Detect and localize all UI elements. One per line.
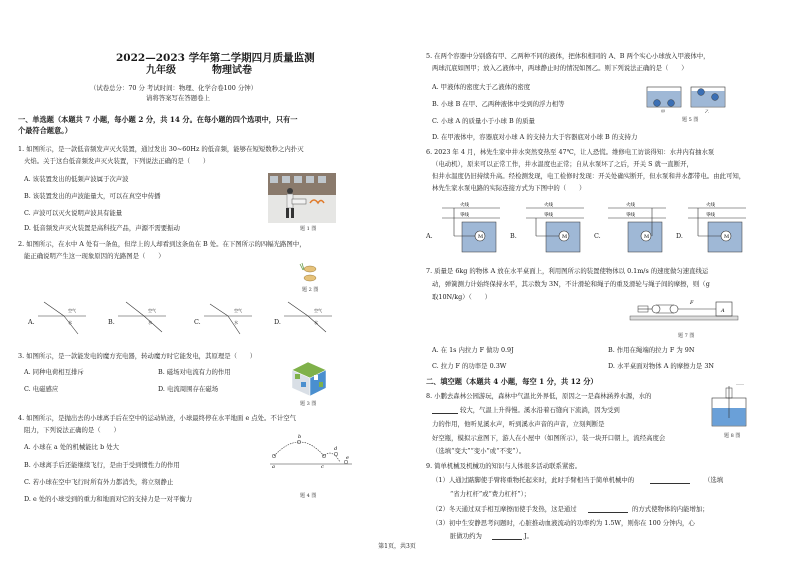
q3-option-d: D. 电流周围存在磁场 xyxy=(158,385,219,393)
section1-heading-2: 个最符合题意。） xyxy=(18,126,72,135)
q6-b-fire: 火线 xyxy=(544,203,553,208)
q5-containers-figure xyxy=(645,83,727,113)
q1-option-a: A. 该装置发出的低频声波属于次声波 xyxy=(24,175,129,183)
q4-option-c: C. 若小球在空中飞行时所有外力都消失，将立刻静止 xyxy=(24,478,174,486)
q1-stem-2: 火焰。关于这台低音频发声灭火装置，下列说法正确的是（ ） xyxy=(24,157,210,165)
q3-figure-caption: 题 3 图 xyxy=(300,401,317,407)
left-column xyxy=(18,0,400,561)
q1-figure-caption: 题 1 图 xyxy=(300,226,317,232)
q4-option-b: B. 小球离手后还能继续飞行，是由于受到惯性力的作用 xyxy=(24,461,180,469)
q1-stem: 1. 如图所示，是一款低音频发声灭火装置，通过发出 30~60Hz 的低音频，能够在短短数秒之内扑灭 xyxy=(18,145,304,153)
q3-option-b: B. 磁场对电流有力的作用 xyxy=(158,368,231,376)
q5-option-b: B. 小球 B 在甲、乙两种液体中受到的浮力相等 xyxy=(432,100,565,108)
q6-c-fire: 火线 xyxy=(626,203,635,208)
right-column xyxy=(420,0,778,561)
q2-fish-figure xyxy=(298,262,322,284)
q9-line-6: 脏做功约为 xyxy=(450,532,482,540)
q5-figure-caption: 题 5 图 xyxy=(682,117,699,123)
q3-option-a: A. 同种电荷相互排斥 xyxy=(24,368,84,376)
q3-stem: 3. 如图所示，是一款能发电的魔方充电器，转动魔方时它能发电，其原理是（ ） xyxy=(18,352,257,360)
q5-option-c: C. 小球 A 的质量小于小球 B 的质量 xyxy=(432,117,535,125)
q6-a-fire: 火线 xyxy=(460,203,469,208)
q2-diagram-a xyxy=(38,298,86,338)
q2-option-a: A. xyxy=(28,318,35,326)
q7-figure-caption: 题 7 图 xyxy=(678,333,695,339)
q2-diagram-d xyxy=(284,298,332,338)
q6-option-a: A. xyxy=(426,232,433,240)
q5-stem: 5. 在两个容器中分别盛有甲、乙两种不同的液体，把体积相同的 A、B 两个实心小球放入甲液体中， xyxy=(426,52,710,60)
q1-device-photo xyxy=(268,173,336,223)
answer-notice: 请将答案写在答题卷上 xyxy=(146,94,210,102)
q6-stem-3: 但井水温度仍旧持续升高。经检测发现，电工检修时发现：开关处确实断开，但水泵和井水都带电。由此可知， xyxy=(432,172,746,180)
q8-line-5: （选填“变大”“变小”或“不变”）。 xyxy=(432,447,526,455)
q7-pulley-figure xyxy=(628,296,740,326)
q5-option-a: A. 甲液体的密度大于乙液体的密度 xyxy=(432,83,531,91)
q2-a-air-label: 空气 xyxy=(68,308,76,313)
svg-text:F: F xyxy=(690,300,694,306)
svg-text:M: M xyxy=(562,234,568,240)
q2-option-d: D. xyxy=(274,318,281,326)
q2-d-air-label: 空气 xyxy=(314,308,322,313)
q2-option-b: B. xyxy=(108,318,115,326)
q8-line-3: 力的作用，他听见溪水声，听到溪水声音的声音，立刻判断是 xyxy=(432,420,605,428)
q9-line-6b: J。 xyxy=(524,532,533,540)
q8-line-4: 好空瓶，模拟示意图下，游人在小屋中（如图所示），装一块开口朝上，流经高度会 xyxy=(432,434,666,442)
q6-option-c: C. xyxy=(594,232,601,240)
q2-figure-caption: 题 2 图 xyxy=(302,287,319,293)
q4-point-e: e xyxy=(346,455,349,461)
q9-blank-2[interactable] xyxy=(588,512,628,513)
q6-a-zero: 零线 xyxy=(460,213,469,218)
q6-option-d: D. xyxy=(676,232,683,240)
svg-text:A: A xyxy=(721,308,725,314)
q8-line-2: 较大，气温上升得慢。溪水沿着石缝向下流淌，因为受到 xyxy=(460,406,620,414)
q4-trajectory-figure xyxy=(270,432,352,472)
q2-d-water-label: 水 xyxy=(314,320,318,325)
q4-point-c: c xyxy=(321,464,324,470)
q2-b-air-label: 空气 xyxy=(148,308,156,313)
q6-circuit-b xyxy=(524,200,586,254)
q6-d-zero: 零线 xyxy=(706,213,715,218)
q9-line-1: 9. 简单机械及机械功的知识与人体很多活动联系紧密。 xyxy=(426,462,582,470)
q9-line-2: （1）人通过踮脚使手臂将重物托起来时，此时手臂相当于简单机械中的 xyxy=(432,476,635,484)
q7-option-a: A. 在 1s 内拉力 F 做功 0.9J xyxy=(432,346,514,354)
q4-option-a: A. 小球在 a 处的机械能比 b 处大 xyxy=(24,443,120,451)
section2-heading: 二、填空题（本题共 4 小题，每空 1 分，共 12 分） xyxy=(426,377,598,386)
q5-stem-2: 两球沉底如图甲；放入乙液体中，两球静止时的情况如图乙。则下列说法正确的是（ ） xyxy=(432,64,688,72)
q2-b-water-label: 水 xyxy=(148,320,152,325)
q6-stem: 6. 2023 年 4 月，林先生家中井水突然变热至 47℃，让人恐慌。维修电工访谈得知：水井内有抽水泵 xyxy=(426,148,715,156)
q2-diagram-b xyxy=(118,298,166,338)
q4-stem-2: 阻力，下列说法正确的是（ ） xyxy=(24,426,120,434)
q9-line-4b: 的方式使物体的内能增加； xyxy=(632,505,709,513)
q9-line-2b: （选填 xyxy=(704,476,724,484)
q3-cube-figure xyxy=(286,360,330,398)
q9-line-5: （3）初中生安静思考问题时，心脏推动血液流动的功率约为 1.5W，则你在 100 分钟内，心 xyxy=(432,519,695,527)
q4-option-d: D. e 处的小球受到的重力和地面对它的支持力是一对平衡力 xyxy=(24,495,193,503)
q6-c-zero: 零线 xyxy=(626,213,635,218)
q8-bottle-figure xyxy=(706,384,752,430)
q1-option-d: D. 低音频发声灭火装置是高科技产品，声源不需要振动 xyxy=(24,224,180,232)
svg-text:M: M xyxy=(478,234,484,240)
subject-label: 物理试卷 xyxy=(212,65,252,76)
q2-a-water-label: 水 xyxy=(68,320,72,325)
q9-blank-1[interactable] xyxy=(650,483,690,484)
q2-option-c: C. xyxy=(194,318,201,326)
q2-stem-2: 能正确说明产生这一现象原因的光路图是（ ） xyxy=(24,252,165,260)
q8-figure-caption: 题 8 图 xyxy=(724,433,741,439)
svg-text:M: M xyxy=(724,234,730,240)
q4-figure-caption: 题 4 图 xyxy=(300,493,317,499)
q4-point-d: d xyxy=(334,446,338,452)
q5-jia-label: 甲 xyxy=(661,109,665,113)
q2-c-water-label: 水 xyxy=(234,320,238,325)
exam-title: 2022—2023 学年第二学期四月质量监测 xyxy=(116,52,315,64)
svg-text:M: M xyxy=(644,234,650,240)
q6-option-b: B. xyxy=(510,232,517,240)
q6-circuit-a xyxy=(440,200,502,254)
q9-line-3: “省力杠杆”或“费力杠杆”）； xyxy=(450,490,531,498)
q7-stem-2: 动，弹簧测力计始终保持水平，其示数为 3N，不计滑轮和绳子的重及滑轮与绳子间的摩擦，则（g xyxy=(432,280,710,288)
grade-label: 九年级 xyxy=(146,65,176,76)
q8-line-1: 8. 小鹏去森林公园游玩，森林中气温比外界低，原因之一是森林涵养水源，水的 xyxy=(426,392,652,400)
q7-option-d: D. 水平桌面对物体 A 的摩擦力是 3N xyxy=(608,362,715,370)
page-footer: 第1页，共3页 xyxy=(378,543,416,550)
q7-option-b: B. 作用在绳端的拉力 F 为 9N xyxy=(608,346,695,354)
q9-line-4: （2）冬天通过双手相互摩擦而使手发热，这是通过 xyxy=(432,505,577,513)
q6-circuit-d xyxy=(686,200,748,254)
q1-option-b: B. 该装置发出的声波能量大，可以在真空中传播 xyxy=(24,192,161,200)
q7-option-c: C. 拉力 F 的功率是 0.3W xyxy=(432,362,507,370)
q6-b-zero: 零线 xyxy=(544,213,553,218)
q2-c-air-label: 空气 xyxy=(234,308,242,313)
q7-stem-3: 取10N/kg）（ ） xyxy=(432,293,491,301)
section1-heading: 一、单选题（本题共 7 小题，每小题 2 分，共 14 分。在每小题的四个选项中，只有一 xyxy=(18,115,298,124)
q7-stem: 7. 质量是 6kg 的物体 A 放在水平桌面上，利用图所示的装置使物体以 0.1m/s 的速度做匀速直线运 xyxy=(426,267,709,275)
q4-point-a: a xyxy=(272,464,275,470)
q4-point-b: b xyxy=(298,434,302,440)
q6-circuit-c xyxy=(606,200,668,254)
q5-option-d: D. 在甲液体中，容器底对小球 A 的支持力大于容器底对小球 B 的支持力 xyxy=(432,133,638,141)
q2-diagram-c xyxy=(204,298,252,338)
q3-option-c: C. 电磁感应 xyxy=(24,385,59,393)
q9-blank-3[interactable] xyxy=(492,539,522,540)
q5-yi-label: 乙 xyxy=(705,109,709,113)
q6-stem-4: 林先生家水泵电路的实际连接方式为下图中的（ ） xyxy=(432,184,586,192)
q6-d-fire: 火线 xyxy=(706,203,715,208)
q2-stem: 2. 如图所示，在水中 A 处有一条鱼，但岸上的人却看到这条鱼在 B 处。在下图所示的四幅光路图中， xyxy=(18,240,306,248)
q4-stem: 4. 如图所示，是抛出去的小球离手后在空中的运动轨迹，小球最终停在水平地面 e 点处。不计空气 xyxy=(18,414,296,422)
exam-info: （试卷总分：70 分 考试时间：物理、化学合卷100 分钟） xyxy=(90,84,258,92)
q8-blank-1[interactable] xyxy=(432,413,458,414)
q1-option-c: C. 声波可以灭火说明声波具有能量 xyxy=(24,209,123,217)
q6-stem-2: （电动机），原来可以正常工作，井水温度也正常；自从水泵坏了之后，开关 S 就一直断开， xyxy=(432,160,693,168)
